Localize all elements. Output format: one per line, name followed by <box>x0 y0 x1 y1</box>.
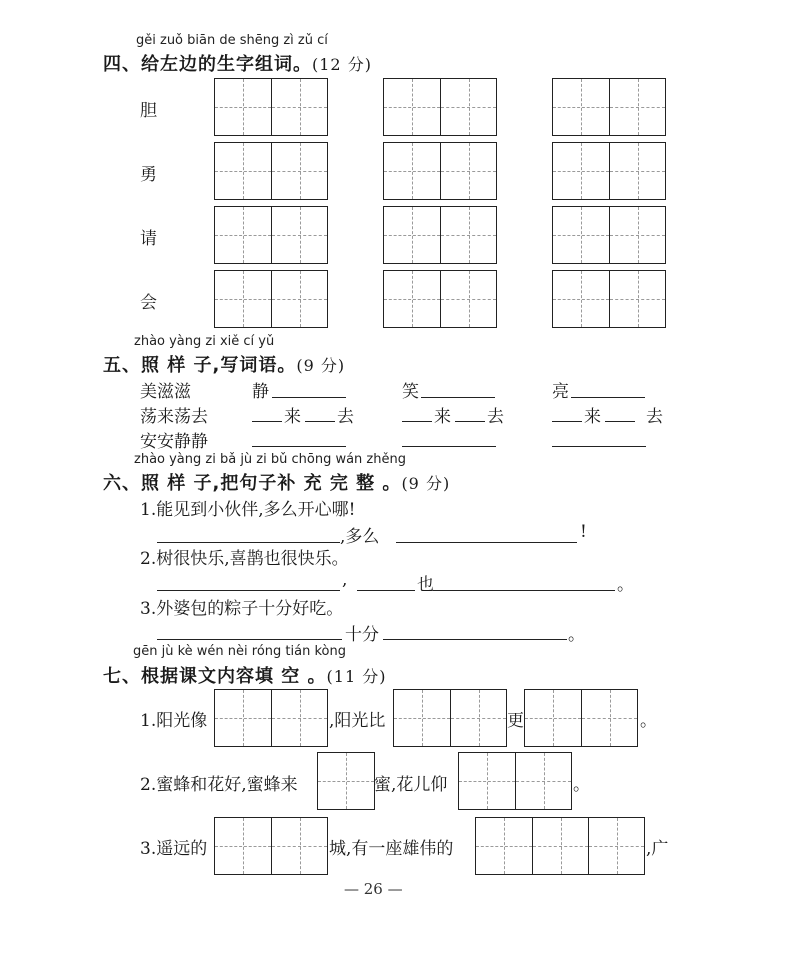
q7-1-box-b[interactable] <box>393 689 507 747</box>
q6-1-end: ! <box>580 522 587 542</box>
section7-heading <box>103 662 386 688</box>
pattern-qu-1: 去 <box>337 407 354 427</box>
q7-2-text-c: 。 <box>573 775 590 795</box>
pattern-qu-3: 去 <box>646 407 663 427</box>
q7-1-text-c: 更 <box>507 711 524 731</box>
pattern-lai-2: 来 <box>434 407 451 427</box>
section5-heading <box>103 351 345 377</box>
section7-score: (11 分) <box>326 667 387 686</box>
example-anan-jingjing: 安安静静 <box>140 432 208 452</box>
section5-score: (9 分) <box>296 356 346 375</box>
char-yong: 勇 <box>140 165 157 185</box>
blank-pattern-3a[interactable] <box>552 421 582 422</box>
blank-aabb-3[interactable] <box>552 446 646 447</box>
q7-3-text-b: 城,有一座雄伟的 <box>329 839 454 859</box>
blank-jing[interactable] <box>272 397 346 398</box>
word-box-qing-2[interactable] <box>383 206 497 264</box>
section6-pinyin: zhào yàng zi bǎ jù zi bǔ chōng wán zhěng <box>134 452 406 467</box>
q7-3-box-a[interactable] <box>214 817 328 875</box>
q6-3-shifen: 十分 <box>345 625 379 645</box>
section6-heading <box>103 469 450 495</box>
word-box-hui-3[interactable] <box>552 270 666 328</box>
blank-pattern-2a[interactable] <box>402 421 432 422</box>
q7-3-text-c: ,广 <box>646 839 669 859</box>
q7-2-box-a[interactable] <box>317 752 375 810</box>
q6-1-example: 1.能见到小伙伴,多么开心哪! <box>140 500 356 520</box>
blank-aabb-2[interactable] <box>402 446 496 447</box>
word-box-qing-1[interactable] <box>214 206 328 264</box>
word-box-yong-2[interactable] <box>383 142 497 200</box>
word-box-dan-1[interactable] <box>214 78 328 136</box>
word-box-dan-2[interactable] <box>383 78 497 136</box>
char-dan: 胆 <box>140 101 157 121</box>
q6-1-duome: ,多么 <box>340 527 380 547</box>
blank-pattern-3b[interactable] <box>605 421 635 422</box>
q6-2-ye: 也 <box>417 575 434 595</box>
prefix-xiao: 笑 <box>402 382 419 402</box>
section4-heading <box>103 50 372 76</box>
q6-2-blank-b[interactable] <box>357 590 415 591</box>
blank-liang[interactable] <box>571 397 645 398</box>
section5-pinyin: zhào yàng zi xiě cí yǔ <box>134 334 275 349</box>
q7-2-text-a: 2.蜜蜂和花好,蜜蜂来 <box>140 775 298 795</box>
q6-2-blank-c[interactable] <box>433 590 615 591</box>
blank-aabb-1[interactable] <box>252 446 346 447</box>
page-number: — 26 — <box>344 880 403 898</box>
word-box-yong-3[interactable] <box>552 142 666 200</box>
pattern-lai-3: 来 <box>584 407 601 427</box>
word-box-yong-1[interactable] <box>214 142 328 200</box>
pattern-lai-1: 来 <box>284 407 301 427</box>
q7-1-box-a[interactable] <box>214 689 328 747</box>
q6-2-comma: , <box>342 570 348 590</box>
section7-title: 七、根据课文内容填 空 。 <box>103 666 327 687</box>
section4-pinyin: gěi zuǒ biān de shēng zì zǔ cí <box>136 33 328 48</box>
q6-2-end: 。 <box>617 575 634 595</box>
pattern-qu-2: 去 <box>487 407 504 427</box>
prefix-jing: 静 <box>252 382 269 402</box>
section6-title: 六、照 样 子,把句子补 充 完 整 。 <box>103 473 402 494</box>
word-box-hui-2[interactable] <box>383 270 497 328</box>
blank-xiao[interactable] <box>421 397 495 398</box>
q6-3-blank-b[interactable] <box>383 639 567 640</box>
section6-score: (9 分) <box>401 474 451 493</box>
q7-2-box-b[interactable] <box>458 752 572 810</box>
q6-3-blank-a[interactable] <box>157 639 342 640</box>
q6-2-example: 2.树很快乐,喜鹊也很快乐。 <box>140 549 349 569</box>
section7-pinyin: gēn jù kè wén nèi róng tián kòng <box>133 644 346 659</box>
blank-pattern-1b[interactable] <box>305 421 335 422</box>
q7-3-box-b[interactable] <box>475 817 645 875</box>
q6-1-blank-a[interactable] <box>157 542 340 543</box>
q7-3-text-a: 3.遥远的 <box>140 839 208 859</box>
example-meizizi: 美滋滋 <box>140 382 191 402</box>
q6-1-blank-b[interactable] <box>396 542 577 543</box>
char-hui: 会 <box>140 293 157 313</box>
char-qing: 请 <box>140 229 157 249</box>
q7-1-box-c[interactable] <box>524 689 638 747</box>
blank-pattern-1a[interactable] <box>252 421 282 422</box>
q7-1-text-a: 1.阳光像 <box>140 711 208 731</box>
section4-title: 四、给左边的生字组词。 <box>103 54 312 75</box>
prefix-liang: 亮 <box>552 382 569 402</box>
q7-2-text-b: 蜜,花儿仰 <box>374 775 448 795</box>
word-box-hui-1[interactable] <box>214 270 328 328</box>
q6-3-end: 。 <box>568 625 585 645</box>
q7-1-text-d: 。 <box>640 711 657 731</box>
q6-3-example: 3.外婆包的粽子十分好吃。 <box>140 599 344 619</box>
blank-pattern-2b[interactable] <box>455 421 485 422</box>
section4-score: (12 分) <box>312 55 372 74</box>
example-danglaidangqu: 荡来荡去 <box>140 407 208 427</box>
q6-2-blank-a[interactable] <box>157 590 340 591</box>
word-box-qing-3[interactable] <box>552 206 666 264</box>
section5-title: 五、照 样 子,写词语。 <box>103 355 297 376</box>
q7-1-text-b: ,阳光比 <box>329 711 386 731</box>
word-box-dan-3[interactable] <box>552 78 666 136</box>
